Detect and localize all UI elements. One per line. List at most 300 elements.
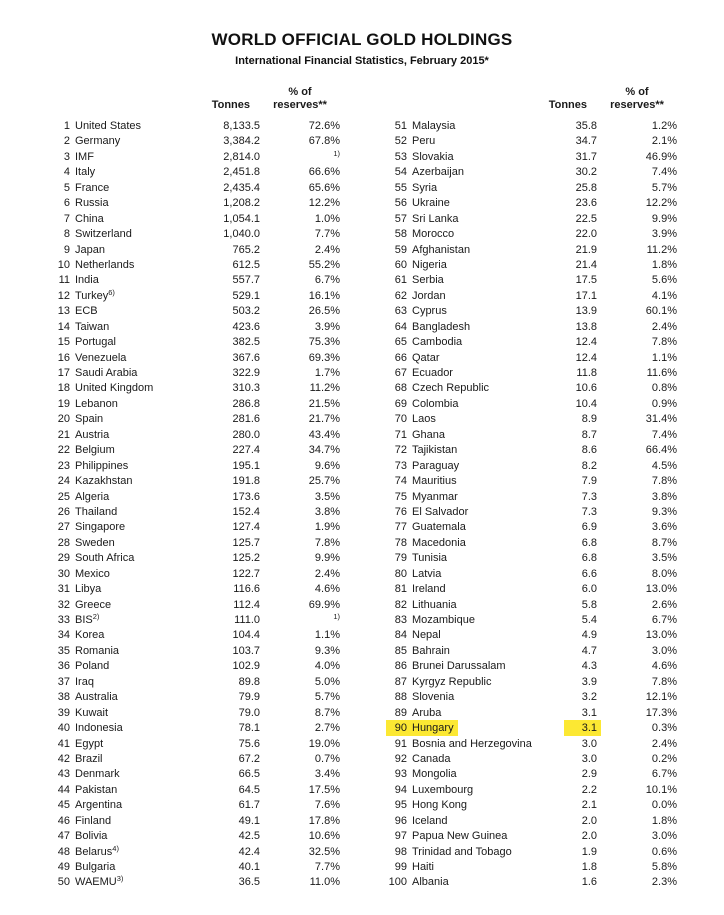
table-row (385, 212, 677, 227)
table-row (385, 381, 677, 396)
pct-reserves-cell: 3.9% (314, 320, 340, 333)
table-row (385, 613, 677, 628)
rank-cell: 56 (394, 197, 407, 210)
pct-reserves-cell: 5.7% (314, 691, 340, 704)
table-body-right (385, 119, 677, 891)
table-row (48, 675, 340, 690)
country-cell: Philippines (75, 459, 129, 472)
table-row (48, 351, 340, 366)
rank-cell: 44 (57, 783, 70, 796)
tonnes-cell: 4.7 (581, 644, 597, 657)
country-cell: Bulgaria (75, 861, 116, 873)
table-row (48, 737, 340, 752)
pct-reserves-cell: 16.1% (308, 289, 340, 302)
rank-cell: 27 (57, 521, 70, 534)
table-row (385, 119, 677, 134)
table-row (48, 490, 340, 505)
table-row (48, 181, 340, 196)
pct-reserves-cell: 9.6% (314, 459, 340, 472)
country-cell: Austria (75, 428, 110, 441)
rank-cell: 31 (57, 583, 70, 596)
rank-cell: 77 (394, 521, 407, 534)
table-row (385, 165, 677, 180)
rank-cell: 23 (57, 459, 70, 472)
tonnes-cell: 75.6 (238, 737, 260, 750)
rank-cell: 67 (394, 367, 407, 379)
country-cell: Spain (75, 413, 104, 426)
table-row (385, 675, 677, 690)
tonnes-cell: 30.2 (575, 166, 597, 179)
table-row (48, 598, 340, 613)
rank-cell: 10 (57, 258, 70, 271)
tonnes-cell: 557.7 (232, 274, 260, 287)
tonnes-cell: 49.1 (238, 814, 260, 827)
pct-reserves-cell: 11.2% (646, 243, 677, 256)
pct-reserves-cell: 1.0% (314, 212, 340, 225)
country-cell: Cambodia (412, 336, 463, 349)
tonnes-cell: 8.2 (581, 459, 597, 472)
pct-reserves-cell: 3.8% (314, 505, 340, 518)
tonnes-cell: 2.9 (581, 768, 597, 781)
rank-cell: 16 (57, 351, 70, 364)
tonnes-cell: 280.0 (232, 428, 260, 441)
rank-cell: 61 (394, 274, 407, 287)
tonnes-cell: 6.0 (581, 583, 597, 596)
table-row (385, 428, 677, 443)
pct-reserves-cell: 7.8% (651, 475, 677, 488)
rank-cell: 36 (57, 660, 70, 673)
pct-reserves-cell: 69.3% (308, 351, 340, 364)
table-row (385, 875, 677, 890)
rank-cell: 54 (394, 166, 407, 179)
country-cell: Nigeria (412, 258, 447, 271)
country-cell: Slovenia (412, 691, 455, 704)
tonnes-cell: 529.1 (232, 289, 260, 302)
table-row (48, 397, 340, 412)
rank-cell: 4 (63, 166, 70, 179)
country-cell: Bahrain (412, 644, 450, 657)
rank-cell: 65 (394, 336, 407, 349)
rank-cell: 26 (57, 505, 70, 518)
pct-reserves-cell: 1.8% (651, 814, 677, 827)
pct-reserves-cell: 17.5% (308, 783, 340, 796)
table-row (385, 845, 677, 860)
rank-cell: 69 (394, 397, 407, 410)
pct-reserves-cell: 46.9% (645, 150, 677, 163)
tonnes-cell: 286.8 (232, 397, 260, 410)
rank-cell: 89 (394, 706, 407, 719)
rank-cell: 52 (394, 135, 407, 148)
footnote-marker: 6) (108, 287, 115, 297)
country-cell: Serbia (412, 274, 444, 287)
pct-reserves-cell: 9.9% (314, 552, 340, 565)
country-cell: Qatar (412, 351, 440, 364)
pct-reserves-cell: 31.4% (645, 413, 677, 426)
rank-cell: 3 (63, 150, 70, 163)
rank-cell: 8 (63, 228, 70, 241)
country-cell: United Kingdom (75, 382, 154, 395)
tonnes-cell: 13.8 (575, 320, 597, 333)
tonnes-cell: 66.5 (238, 768, 260, 781)
rank-cell: 83 (394, 614, 407, 626)
country-cell: Iraq (75, 675, 94, 688)
pct-reserves-cell: 7.7% (314, 228, 340, 241)
rank-cell: 51 (394, 120, 407, 132)
table-row (385, 397, 677, 412)
tonnes-cell: 25.8 (575, 181, 597, 194)
header-pct-reserves: % of reserves** (273, 86, 327, 111)
rank-cell: 81 (394, 583, 407, 596)
country-cell: Latvia (412, 567, 442, 580)
tonnes-cell: 78.1 (238, 722, 260, 735)
country-cell: Turkey$^{6)}$ (75, 287, 115, 302)
tonnes-cell: 2.0 (581, 814, 597, 827)
tonnes-cell: 111.0 (234, 614, 260, 626)
country-cell: Pakistan (75, 783, 118, 796)
pct-reserves-cell: 0.0% (651, 799, 677, 812)
pct-reserves-cell: 17.8% (308, 814, 340, 827)
tonnes-cell: 3.1 (581, 706, 597, 719)
country-cell: Kazakhstan (75, 475, 133, 488)
tonnes-cell: 7.3 (581, 505, 597, 518)
country-cell: Denmark (75, 768, 120, 781)
tonnes-cell: 8.6 (581, 444, 597, 457)
rank-cell: 84 (394, 629, 407, 642)
table-row (385, 829, 677, 844)
tonnes-cell: 612.5 (232, 258, 260, 271)
country-cell: Colombia (412, 397, 459, 410)
rank-cell: 59 (394, 243, 407, 256)
tonnes-cell: 2,814.0 (223, 150, 260, 163)
tonnes-cell: 5.8 (581, 598, 597, 611)
table-row (385, 551, 677, 566)
pct-reserves-cell: 7.4% (651, 166, 677, 179)
table-row (48, 212, 340, 227)
tonnes-cell: 2,451.8 (223, 166, 260, 179)
table-row (385, 134, 677, 149)
country-cell: Macedonia (412, 536, 466, 549)
footnote-marker: 2) (92, 612, 100, 621)
table-row (48, 412, 340, 427)
table-row (385, 721, 677, 736)
pct-reserves-cell: 1.8% (651, 258, 677, 271)
country-cell: Azerbaijan (412, 166, 464, 179)
rank-cell: 60 (394, 258, 407, 271)
tonnes-cell: 310.3 (232, 382, 260, 395)
table-row (48, 134, 340, 149)
pct-reserves-cell: 0.9% (651, 397, 677, 410)
rank-cell: 9 (63, 243, 70, 256)
tonnes-cell: 103.7 (232, 644, 260, 657)
rank-cell: 66 (394, 351, 407, 364)
rank-cell: 50 (57, 876, 70, 889)
rank-cell: 11 (58, 274, 70, 287)
table-row (385, 258, 677, 273)
country-cell: Guatemala (412, 521, 466, 534)
rank-cell: 57 (394, 212, 407, 225)
table-row (48, 798, 340, 813)
pct-reserves-cell: 6.7% (651, 614, 677, 626)
pct-reserves-cell: 7.8% (314, 536, 340, 549)
country-cell: Saudi Arabia (75, 367, 138, 379)
tonnes-cell: 6.8 (581, 536, 597, 549)
pct-reserves-cell: 12.2% (308, 197, 340, 210)
pct-reserves-cell: 69.9% (308, 598, 340, 611)
country-cell: Tajikistan (412, 444, 458, 457)
country-cell: Laos (412, 413, 436, 426)
pct-reserves-cell: 7.7% (314, 861, 340, 873)
pct-reserves-cell: 11.0% (309, 876, 340, 889)
table-row (385, 227, 677, 242)
table-row (385, 505, 677, 520)
pct-reserves-cell: 8.7% (651, 536, 677, 549)
tonnes-cell: 17.1 (575, 289, 597, 302)
table-row (48, 690, 340, 705)
table-row (48, 304, 340, 319)
rank-cell: 63 (394, 305, 407, 318)
pct-reserves-cell: 8.0% (651, 567, 677, 580)
tonnes-cell: 125.2 (232, 552, 260, 565)
table-row (48, 227, 340, 242)
pct-reserves-cell: 4.6% (651, 660, 677, 673)
tonnes-cell: 127.4 (232, 521, 260, 534)
pct-reserves-cell: 3.4% (314, 768, 340, 781)
rank-cell: 90 (394, 722, 407, 735)
rank-cell: 21 (57, 428, 70, 441)
tonnes-cell: 21.4 (575, 258, 597, 271)
tonnes-cell: 2.0 (581, 830, 597, 843)
table-row (385, 582, 677, 597)
pct-reserves-cell: 11.6% (646, 367, 677, 379)
tonnes-cell: 3.2 (581, 691, 597, 704)
tonnes-cell: 64.5 (238, 783, 260, 796)
table-row (385, 767, 677, 782)
rank-cell: 58 (394, 228, 407, 241)
country-cell: Nepal (412, 629, 441, 642)
tonnes-cell: 8,133.5 (223, 120, 260, 132)
tonnes-cell: 102.9 (232, 660, 260, 673)
table-row (48, 721, 340, 736)
country-cell: France (75, 181, 110, 194)
table-row (385, 814, 677, 829)
rank-cell: 42 (57, 752, 70, 765)
country-cell: Mauritius (412, 475, 457, 488)
country-cell: Luxembourg (412, 783, 474, 796)
table-row (385, 706, 677, 721)
tonnes-cell: 195.1 (232, 459, 260, 472)
table-row (48, 165, 340, 180)
tonnes-cell: 35.8 (575, 120, 597, 132)
tonnes-cell: 125.7 (232, 536, 260, 549)
pct-reserves-cell: 2.3% (651, 876, 677, 889)
country-cell: Ghana (412, 428, 446, 441)
pct-reserves-cell (260, 150, 340, 165)
pct-reserves-cell: 75.3% (308, 336, 340, 349)
tonnes-cell: 2.1 (581, 799, 597, 812)
table-row (385, 783, 677, 798)
rank-cell: 40 (57, 722, 70, 735)
table-row (385, 335, 677, 350)
rank-cell: 88 (394, 691, 407, 704)
tonnes-cell: 3.0 (581, 737, 597, 750)
country-cell: Singapore (75, 521, 126, 534)
country-cell: Hungary (412, 722, 454, 735)
country-cell: Sri Lanka (412, 212, 459, 225)
table-row (48, 335, 340, 350)
pct-reserves-cell: 9.9% (651, 212, 677, 225)
tonnes-cell: 152.4 (232, 505, 260, 518)
rank-cell: 7 (63, 212, 70, 225)
rank-cell: 39 (57, 706, 70, 719)
rank-cell: 85 (394, 644, 407, 657)
pct-reserves-cell: 2.6% (651, 598, 677, 611)
pct-reserves-cell: 12.2% (645, 197, 677, 210)
pct-reserves-cell: 66.6% (308, 166, 340, 179)
table-row (385, 289, 677, 304)
tonnes-cell: 2,435.4 (223, 181, 260, 194)
pct-reserves-cell (260, 613, 340, 628)
rank-cell: 78 (394, 536, 407, 549)
pct-reserves-cell: 1.1% (651, 351, 677, 364)
table-row (385, 196, 677, 211)
pct-reserves-cell: 9.3% (651, 505, 677, 518)
table-row (48, 628, 340, 643)
table-row (385, 150, 677, 165)
pct-reserves-cell: 0.6% (651, 845, 677, 858)
rank-cell: 35 (57, 644, 70, 657)
tonnes-cell: 61.7 (238, 799, 260, 812)
rank-cell: 80 (394, 567, 407, 580)
pct-reserves-cell: 6.7% (651, 768, 677, 781)
pct-reserves-cell: 2.1% (651, 135, 677, 148)
rank-cell: 1 (63, 120, 70, 132)
table-row (385, 860, 677, 875)
page-subtitle: International Financial Statistics, February 2015* (235, 55, 489, 67)
rank-cell: 99 (394, 861, 407, 873)
pct-reserves-cell: 21.5% (308, 397, 340, 410)
pct-reserves-cell: 72.6% (308, 120, 340, 132)
rank-cell: 12 (57, 289, 70, 302)
country-cell: Kyrgyz Republic (412, 675, 492, 688)
rank-cell: 5 (63, 181, 70, 194)
pct-reserves-cell: 2.4% (651, 320, 677, 333)
country-cell: Bangladesh (412, 320, 471, 333)
country-cell: China (75, 212, 104, 225)
table-row (385, 690, 677, 705)
country-cell: Mozambique (412, 614, 475, 626)
table-row (48, 536, 340, 551)
rank-cell: 97 (394, 830, 407, 843)
pct-reserves-cell: 26.5% (308, 305, 340, 318)
country-cell: India (75, 274, 99, 287)
country-cell: Russia (75, 197, 109, 210)
table-column-right (385, 82, 677, 891)
country-cell: Thailand (75, 505, 118, 518)
tonnes-cell: 6.6 (581, 567, 597, 580)
rank-cell: 18 (57, 382, 70, 395)
tonnes-cell: 36.5 (238, 876, 260, 889)
table-row (48, 150, 340, 165)
tonnes-cell: 1,040.0 (223, 228, 260, 241)
rank-cell: 34 (57, 629, 70, 642)
pct-reserves-cell: 34.7% (308, 444, 340, 457)
pct-reserves-cell: 2.4% (651, 737, 677, 750)
table-column-left (48, 82, 340, 891)
tonnes-cell: 23.6 (575, 197, 597, 210)
gold-holdings-table (48, 82, 677, 891)
rank-cell: 68 (394, 382, 407, 395)
pct-reserves-cell: 13.0% (645, 629, 677, 642)
tonnes-cell: 34.7 (575, 135, 597, 148)
pct-reserves-cell: 1.1% (314, 629, 340, 642)
tonnes-cell: 12.4 (575, 351, 597, 364)
country-cell: Argentina (75, 799, 123, 812)
tonnes-cell: 22.5 (575, 212, 597, 225)
tonnes-cell: 79.9 (238, 691, 260, 704)
pct-reserves-cell: 4.6% (314, 583, 340, 596)
table-row (385, 737, 677, 752)
country-cell: IMF (75, 150, 94, 163)
rank-cell: 92 (394, 752, 407, 765)
tonnes-cell: 2.2 (581, 783, 597, 796)
column-header-row (48, 82, 340, 112)
table-row (385, 520, 677, 535)
rank-cell: 28 (57, 536, 70, 549)
pct-reserves-cell: 3.6% (651, 521, 677, 534)
country-cell: Malaysia (412, 120, 456, 132)
rank-cell: 43 (57, 768, 70, 781)
country-cell: Taiwan (75, 320, 110, 333)
table-row (385, 644, 677, 659)
country-cell: Hong Kong (412, 799, 468, 812)
country-cell: Bosnia and Herzegovina (412, 737, 532, 750)
table-row (385, 752, 677, 767)
pct-reserves-cell: 7.8% (651, 675, 677, 688)
table-row (385, 474, 677, 489)
tonnes-cell: 3.1 (581, 722, 597, 735)
country-cell: Portugal (75, 336, 116, 349)
country-cell: Korea (75, 629, 105, 642)
header-tonnes: Tonnes (211, 99, 250, 111)
table-row (48, 505, 340, 520)
table-row (48, 381, 340, 396)
country-cell: Brazil (75, 752, 103, 765)
footnote-marker: 3) (116, 874, 124, 884)
country-cell: El Salvador (412, 505, 469, 518)
pct-reserves-cell: 10.6% (308, 830, 340, 843)
rank-cell: 15 (57, 336, 70, 349)
pct-reserves-cell: 17.3% (645, 706, 677, 719)
rank-cell: 24 (57, 475, 70, 488)
tonnes-cell: 367.6 (232, 351, 260, 364)
rank-cell: 79 (394, 552, 407, 565)
table-row (385, 304, 677, 319)
tonnes-cell: 17.5 (575, 274, 597, 287)
table-row (385, 459, 677, 474)
country-cell: Ireland (412, 583, 446, 596)
pct-reserves-cell: 3.5% (314, 490, 340, 503)
table-body-left (48, 119, 340, 891)
table-row (48, 119, 340, 134)
country-cell: Germany (75, 135, 121, 148)
pct-reserves-cell: 32.5% (308, 845, 340, 858)
country-cell: Romania (75, 644, 120, 657)
pct-reserves-cell: 5.7% (651, 181, 677, 194)
country-cell: Albania (412, 876, 449, 889)
tonnes-cell: 5.4 (581, 614, 597, 626)
table-row (385, 273, 677, 288)
tonnes-cell: 4.3 (581, 660, 597, 673)
